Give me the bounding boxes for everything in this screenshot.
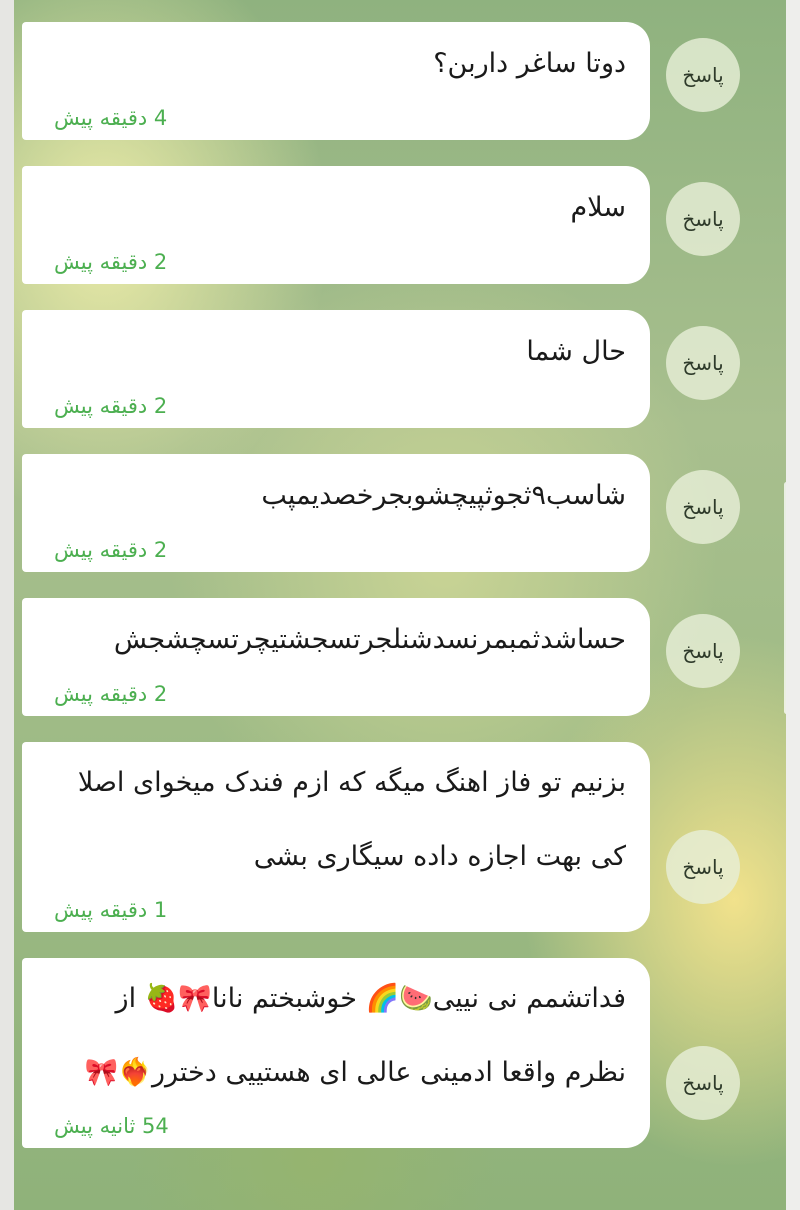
message-row xyxy=(14,958,786,1148)
message-row xyxy=(14,742,786,932)
message-time: 2 دقیقه پیش xyxy=(54,250,168,274)
message-text: حساشدثمبمرنسدشنلجرتسجشتیچرتسچشجش xyxy=(113,624,626,655)
message-text: حال شما xyxy=(526,336,626,367)
reply-button[interactable]: پاسخ xyxy=(666,470,740,544)
message-bubble[interactable] xyxy=(22,22,650,140)
message-row xyxy=(14,598,786,716)
message-time: 4 دقیقه پیش xyxy=(54,106,168,130)
message-bubble[interactable] xyxy=(22,958,650,1148)
message-bubble[interactable] xyxy=(22,454,650,572)
reply-button[interactable]: پاسخ xyxy=(666,38,740,112)
chat-background xyxy=(14,0,786,1210)
reply-button[interactable]: پاسخ xyxy=(666,326,740,400)
message-time: 2 دقیقه پیش xyxy=(54,394,168,418)
message-row xyxy=(14,310,786,428)
reply-button[interactable]: پاسخ xyxy=(666,182,740,256)
message-bubble[interactable] xyxy=(22,598,650,716)
message-row xyxy=(14,166,786,284)
message-text: بزنیم تو فاز اهنگ میگه که ازم فندک میخوای اصلا کی بهت اجازه داده سیگاری بشی xyxy=(77,767,626,872)
right-edge xyxy=(786,0,800,1210)
message-text: سلام xyxy=(570,192,626,223)
message-row xyxy=(14,454,786,572)
message-time: 54 ثانیه پیش xyxy=(54,1114,169,1138)
message-bubble[interactable] xyxy=(22,742,650,932)
left-edge xyxy=(0,0,14,1210)
reply-button[interactable]: پاسخ xyxy=(666,1046,740,1120)
message-text: فداتشمم نی نییی🍉🌈 خوشبختم نانا🎀🍓 از نظرم واقعا ادمینی عالی ای هستییی دخترر❤️‍🔥🎀 xyxy=(84,983,626,1088)
message-text: دوتا ساغر داربن؟ xyxy=(433,48,626,79)
message-bubble[interactable] xyxy=(22,166,650,284)
reply-button[interactable]: پاسخ xyxy=(666,614,740,688)
message-text: شاسب۹ثجوثپیچشوبجرخصدیمپب xyxy=(261,480,626,511)
message-time: 2 دقیقه پیش xyxy=(54,538,168,562)
reply-button[interactable]: پاسخ xyxy=(666,830,740,904)
message-time: 2 دقیقه پیش xyxy=(54,682,168,706)
message-row xyxy=(14,22,786,140)
message-time: 1 دقیقه پیش xyxy=(54,898,168,922)
message-bubble[interactable] xyxy=(22,310,650,428)
